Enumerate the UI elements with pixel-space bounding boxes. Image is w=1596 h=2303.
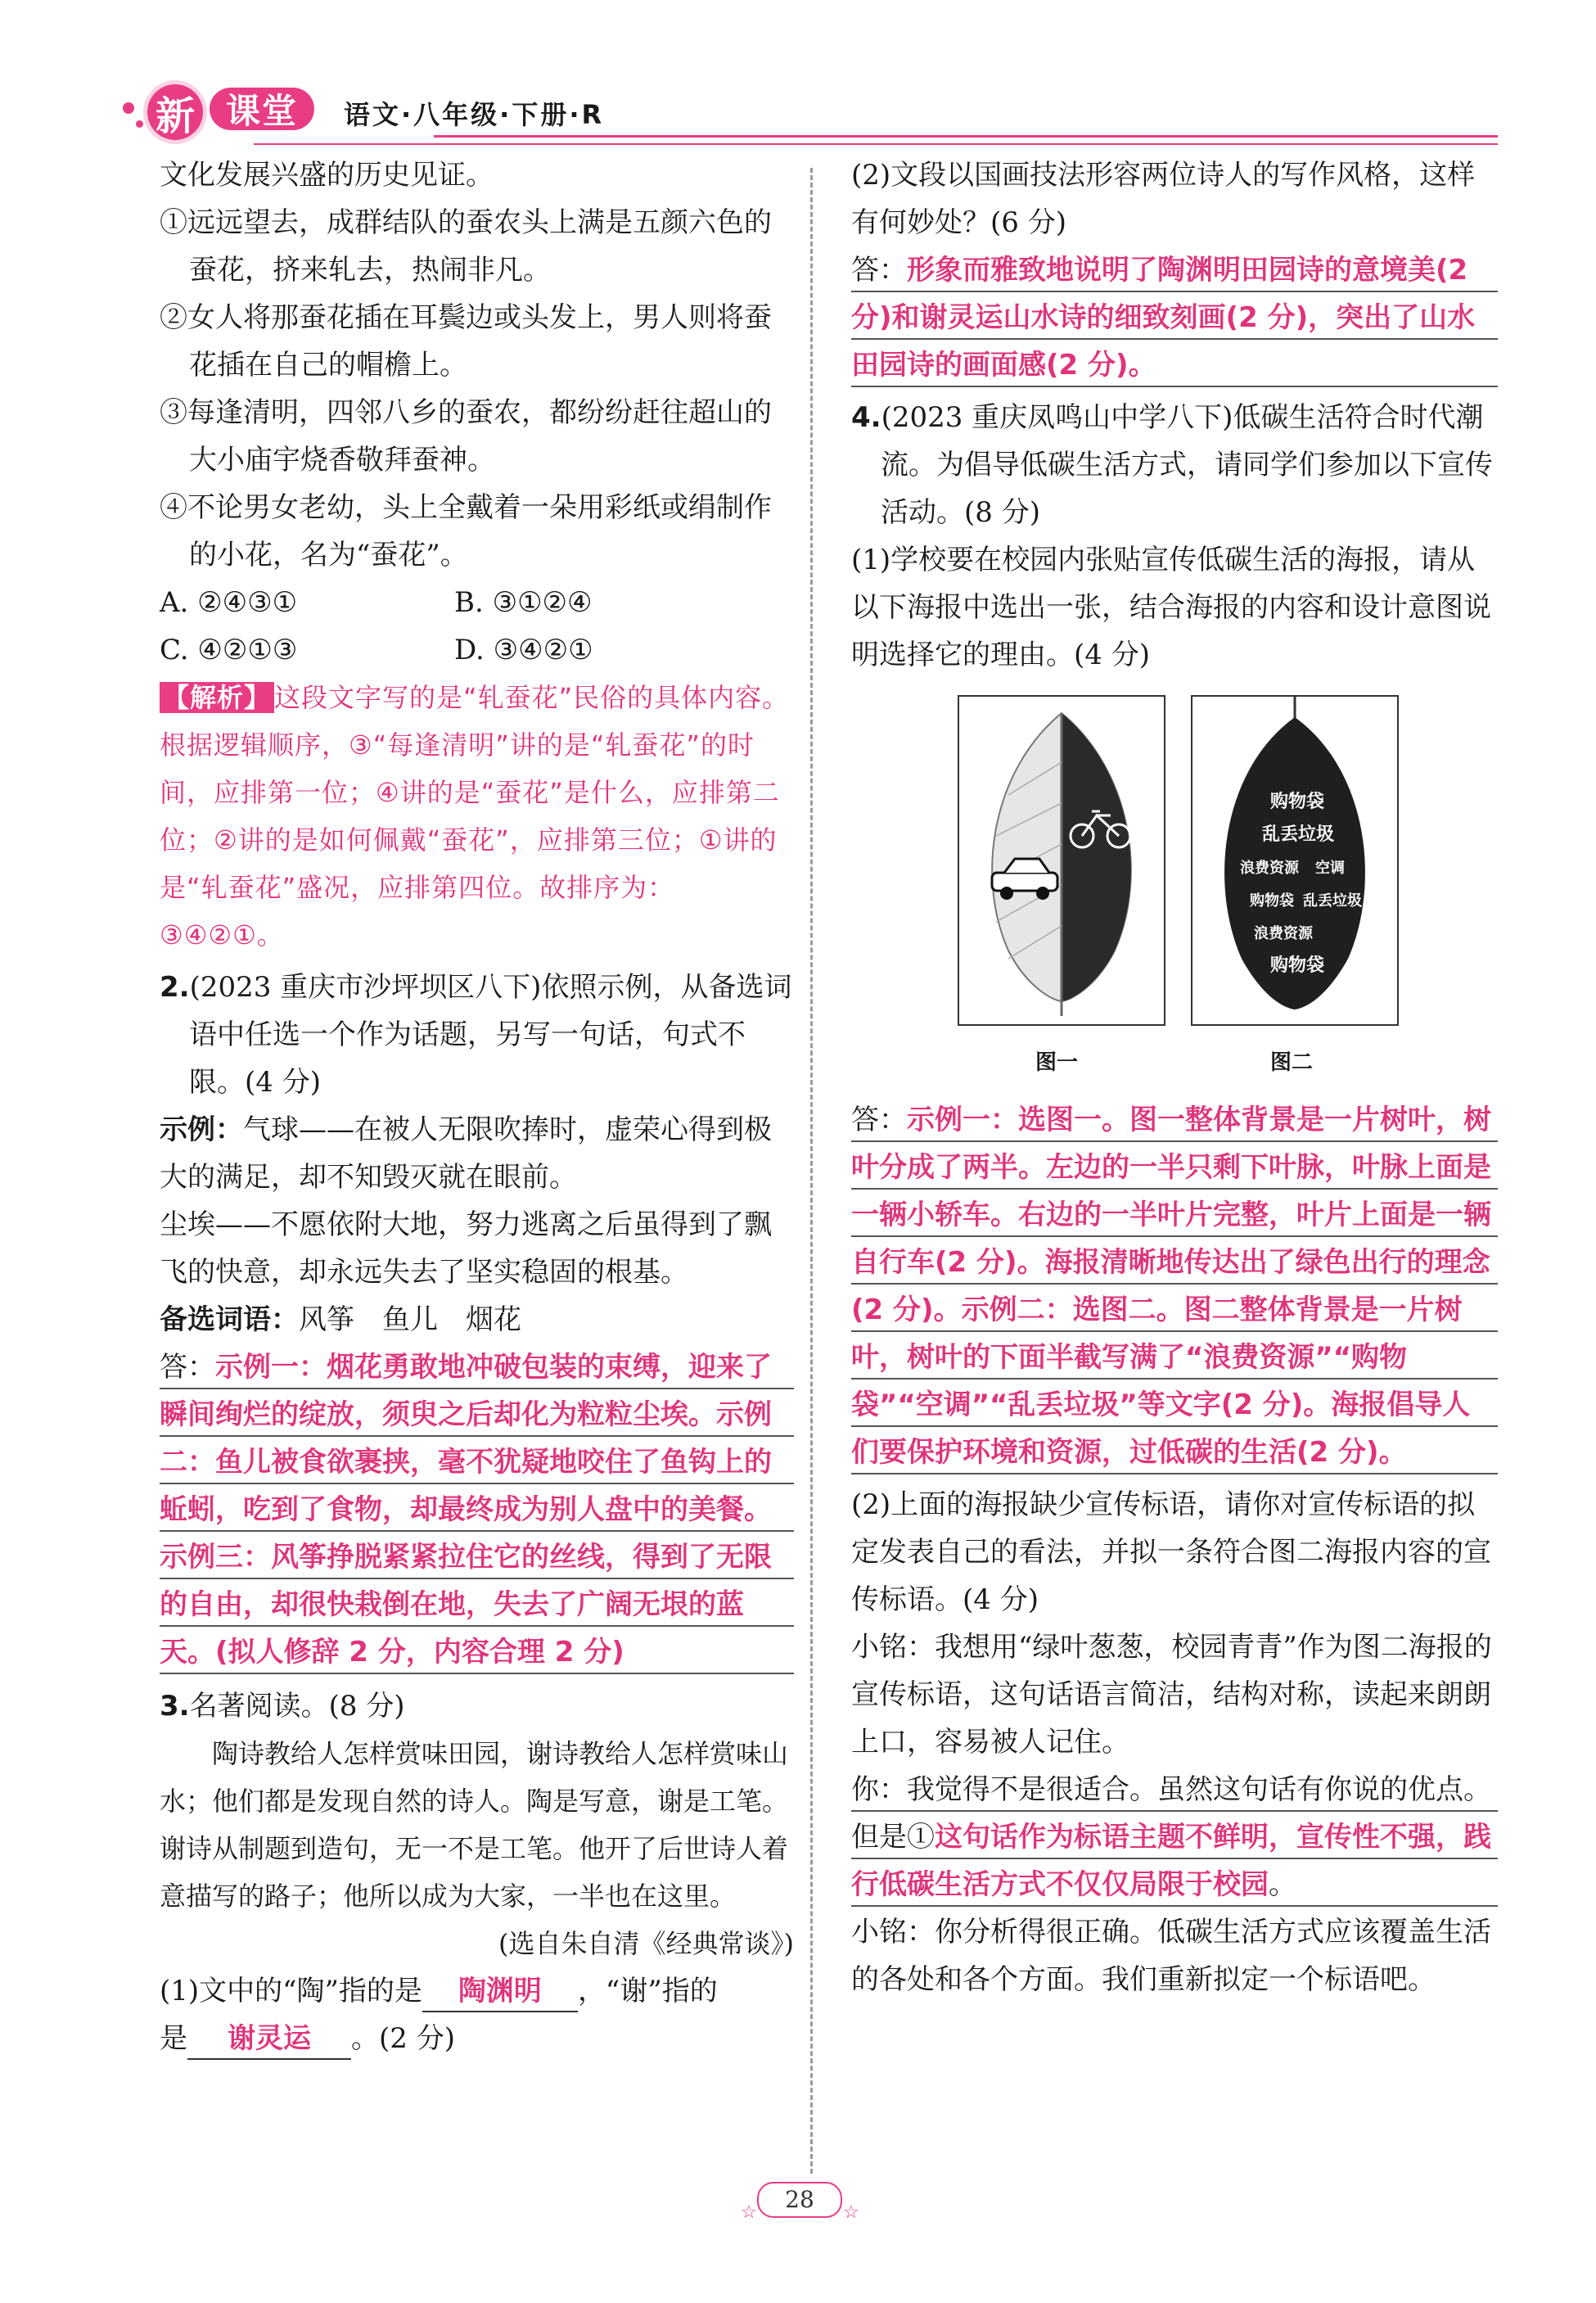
reading-passage: 陶诗教给人怎样赏味田园，谢诗教给人怎样赏味山水；他们都是发现自然的诗人。陶是写意，谢是工笔。谢诗从制题到造句，无一不是工笔。他开了后世诗人着意描写的路子；他所以成为大家，一半也在这里。 [160, 1738, 789, 1912]
sentence-item: ①远远望去，成群结队的蚕农头上满是五颜六色的蚕花，挤来轧去，热闹非凡。 [160, 206, 772, 287]
analysis [160, 674, 794, 959]
sub-question-text: (1)文中的“陶”指的是 [160, 1975, 422, 2007]
example-1 [160, 1106, 794, 1201]
fill-blank-1[interactable]: 陶渊明 [422, 1971, 578, 2012]
sentence-item: ②女人将那蚕花插在耳鬓边或头发上，男人则将蚕花插在自己的帽檐上。 [160, 301, 772, 382]
column-divider [810, 168, 813, 2174]
leaf-word: 乱丢垃圾 [1303, 892, 1362, 910]
option-a[interactable]: A. ②④③① [160, 586, 298, 619]
answer-label: 答： [851, 254, 907, 287]
dialog-text: 。 [1269, 1868, 1296, 1901]
book-subtitle: 语文·八年级·下册·R [344, 99, 605, 130]
leaf-right-half [1062, 713, 1131, 1001]
leaf-word: 乱丢垃圾 [1262, 824, 1335, 845]
brand-logo-text: 课堂 [210, 88, 314, 130]
header-rule [254, 143, 1498, 145]
sentence-item: ④不论男女老幼，头上全戴着一朵用彩纸或绢制作的小花，名为“蚕花”。 [160, 491, 772, 571]
sub-question-2: (2)文段以国画技法形容两位诗人的写作风格，这样有何妙处？(6 分) [851, 159, 1476, 239]
sub-question-text: ，“谢”指的 [577, 1975, 718, 2007]
sub-question-text: 。(2 分) [351, 2022, 455, 2055]
answer-q3-2 [851, 246, 1498, 389]
answer-text: 示例一：烟花勇敢地冲破包装的束缚，迎来了瞬间绚烂的绽放，须臾之后却化为粒粒尘埃。示例二：鱼儿被食欲裹挟，毫不犹疑地咬住了鱼钩上的蚯蚓，吃到了食物，却最终成为别人盘中的美餐。示例三：风筝挣脱紧紧拉住它的丝线，得到了无限的自由，却很快栽倒在地，失去了广阔无垠的蓝天。(拟人修辞 2 分，内容合理 2 分) [160, 1351, 772, 1669]
option-d[interactable]: D. ③④②① [454, 634, 593, 666]
leaf-word: 购物袋 [1250, 892, 1294, 910]
left-column [160, 151, 794, 2062]
page-header [123, 78, 1498, 143]
answer-q4-1 [851, 1096, 1498, 1476]
dialog-line-2 [851, 1766, 1498, 1908]
question-4 [851, 394, 1498, 536]
leaf-car-bike-illustration [959, 697, 1164, 1024]
answer-label: 答： [851, 1104, 907, 1136]
fill-blank-2[interactable]: 谢灵运 [187, 2019, 351, 2060]
decor-dot [136, 120, 143, 128]
figure-caption-2: 图二 [1270, 1050, 1314, 1075]
star-icon: ☆ [843, 2202, 859, 2223]
right-column [851, 151, 1498, 2003]
leaf-word: 浪费资源 [1254, 925, 1313, 942]
question-number: 4. [851, 401, 881, 434]
decor-dot [123, 102, 134, 114]
analysis-text: 这段文字写的是“轧蚕花”民俗的具体内容。根据逻辑顺序，③“每逢清明”讲的是“轧蚕花”的时间，应排第一位；④讲的是“蚕花”是什么，应排第二位；②讲的是如何佩戴“蚕花”，应排第三位；①讲的是“轧蚕花”盛况，应排第四位。故排序为：③④②①。 [160, 682, 790, 951]
leaf-words-illustration [1192, 697, 1397, 1024]
answer-q2 [160, 1343, 794, 1676]
sub-question-text: 是 [160, 2022, 187, 2055]
sentence-item: ③每逢清明，四邻八乡的蚕农，都纷纷赶往超山的大小庙宇烧香敬拜蚕神。 [160, 396, 772, 476]
leaf-word: 空调 [1315, 860, 1345, 877]
question-3 [160, 1682, 794, 1730]
dialog-answer[interactable]: 这句话作为标语主题不鲜明，宣传性不强，践行低碳生活方式不仅仅局限于校园 [851, 1821, 1491, 1901]
sub-question-2: (2)上面的海报缺少宣传标语，请你对宣传标语的拟定发表自己的看法，并拟一条符合图二海报内容的宣传标语。(4 分) [851, 1488, 1491, 1616]
dialog-line-1: 小铭：我想用“绿叶葱葱，校园青青”作为图二海报的宣传标语，这句话语言简洁，结构对称，读起来朗朗上口，容易被人记住。 [851, 1631, 1492, 1759]
answer-text: 形象而雅致地说明了陶渊明田园诗的意境美(2 分)和谢灵运山水诗的细致刻画(2 分)，突出了山水田园诗的画面感(2 分)。 [851, 254, 1476, 382]
dialog-line-3: 小铭：你分析得很正确。低碳生活方式应该覆盖生活的各处和各个方面。我们重新拟定一个标语吧。 [851, 1916, 1491, 1996]
poster-figure-2 [1191, 695, 1399, 1026]
page-number: 28 [757, 2182, 842, 2218]
words-list: 风筝 鱼儿 烟花 [299, 1303, 521, 1336]
sub-question-1 [160, 1967, 794, 2062]
question-stem: (2023 重庆市沙坪坝区八下)依照示例，从备选词语中任选一个作为话题，另写一句话，句式不限。(4 分) [189, 971, 792, 1099]
choice-options [160, 579, 794, 674]
leaf-word: 浪费资源 [1240, 860, 1299, 877]
question-number: 3. [160, 1690, 190, 1723]
brand-logo-char: 新 [147, 84, 203, 140]
analysis-tag: 【解析】 [160, 682, 274, 713]
figure-caption-1: 图一 [1035, 1050, 1079, 1075]
passage-intro: 文化发展兴盛的历史见证。 [160, 159, 494, 192]
leaf-word: 购物袋 [1270, 955, 1325, 976]
words-label: 备选词语： [160, 1303, 299, 1336]
example-text: 气球——在被人无限吹捧时，虚荣心得到极大的满足，却不知毁灭就在眼前。 [160, 1113, 772, 1194]
question-stem: (2023 重庆凤鸣山中学八下)低碳生活符合时代潮流。为倡导低碳生活方式，请同学们参加以下宣传活动。(8 分) [881, 401, 1493, 529]
question-number: 2. [160, 971, 190, 1004]
question-2 [160, 964, 794, 1106]
sub-question-1: (1)学校要在校园内张贴宣传低碳生活的海报，请从以下海报中选出一张，结合海报的内容和设计意图说明选择它的理由。(4 分) [851, 544, 1491, 671]
option-c[interactable]: C. ④②①③ [160, 634, 298, 666]
leaf-word: 购物袋 [1270, 792, 1325, 812]
dialog-text: 你：我觉得不是很适合。虽然这句话有你说的优点。但是① [851, 1773, 1491, 1854]
header-rule [434, 135, 1498, 138]
poster-figure-1 [958, 695, 1165, 1026]
question-stem: 名著阅读。(8 分) [189, 1690, 405, 1723]
answer-label: 答： [160, 1351, 215, 1384]
example-label: 示例： [160, 1113, 243, 1146]
poster-figures [851, 687, 1498, 1096]
example-2: 尘埃——不愿依附大地，努力逃离之后虽得到了飘飞的快意，却永远失去了坚实稳固的根基。 [160, 1208, 772, 1289]
star-icon: ☆ [741, 2202, 757, 2223]
passage-source: (选自朱自清《经典常谈》) [498, 1928, 794, 1959]
candidate-words [160, 1296, 794, 1343]
answer-text: 示例一：选图一。图一整体背景是一片树叶，树叶分成了两半。左边的一半只剩下叶脉，叶脉上面是一辆小轿车。右边的一半叶片完整，叶片上面是一辆自行车(2 分)。海报清晰地传达出了绿色出行的理念(2 分)。示例二：选图二。图二整体背景是一片树叶，树叶的下面半截写满了“浪费资源”“购物袋”“空调”“乱丢垃圾”等文字(2 分)。海报倡导人们要保护环境和资源，过低碳的生活(2 分)。 [851, 1104, 1491, 1469]
option-b[interactable]: B. ③①②④ [454, 586, 593, 619]
